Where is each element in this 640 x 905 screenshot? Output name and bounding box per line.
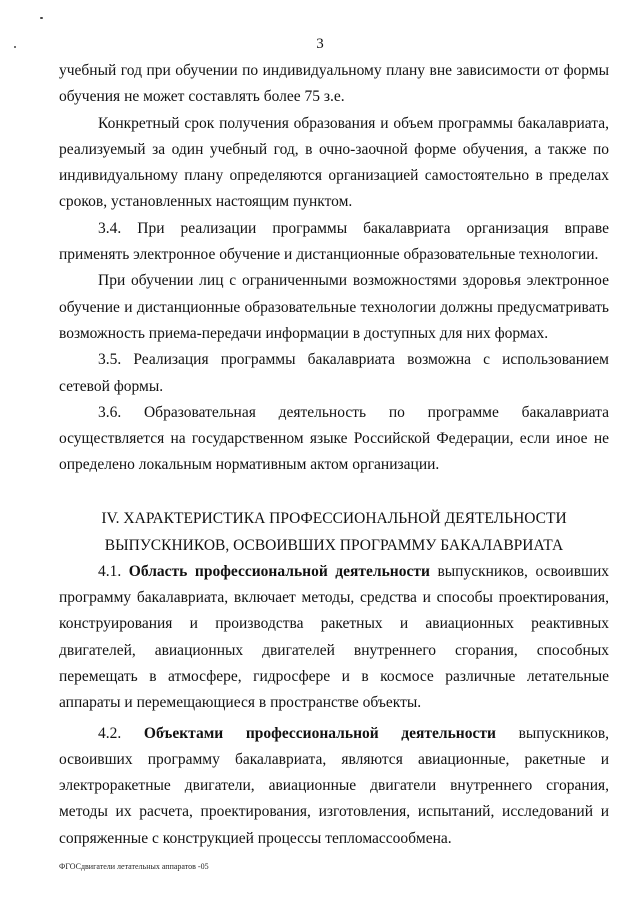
paragraph-4-2-text: выпускников, освоивших программу бакалавриата, являются авиационные, ракетные и электроракетные двигатели, авиационные двигатели внутреннего сгорания, методы их расчета, проектирования, изготовления, испытаний, исследований и сопряженные с конструкцией процессы тепломассообмена. [59,724,610,847]
paragraph-4-2-number: 4.2. [98,724,122,742]
paragraph-4-1-term: Область профессиональной деятельности [128,562,430,580]
section-heading-line-2: ВЫПУСКНИКОВ, ОСВОИВШИХ ПРОГРАММУ БАКАЛАВРИАТА [104,536,564,554]
document-body [59,58,609,852]
paragraph-4-1-number: 4.1. [98,562,122,580]
paragraph-4-1 [59,559,609,717]
paragraph-4-2-term: Объектами профессиональной деятельности [143,724,496,742]
paragraph-term-scope: Конкретный срок получения образования и объем программы бакалавриата, реализуемый за один учебный год, в очно-заочной форме обучения, а также по индивидуальному плану определяются организацией самостоятельно в пределах сроков, установленных настоящим пунктом. [59,114,609,211]
paragraph-continuation-line: учебный год при обучении по индивидуальному плану вне зависимости от формы [59,62,609,79]
scan-speck [40,17,43,19]
footer-document-code: ФГОСдвигатели летательных аппаратов -05 [59,862,209,871]
paragraph-3-6: 3.6. Образовательная деятельность по программе бакалавриата осуществляется на государственном языке Российской Федерации, если иное не определено локальным нормативным актом организации. [59,403,609,474]
page-number: 3 [316,36,324,52]
paragraph-3-5: 3.5. Реализация программы бакалавриата возможна с использованием сетевой формы. [59,351,609,395]
section-heading-line-1: IV. ХАРАКТЕРИСТИКА ПРОФЕССИОНАЛЬНОЙ ДЕЯТЕЛЬНОСТИ [101,509,567,527]
paragraph-4-1-text: выпускников, освоивших программу бакалавриата, включает методы, средства и способы проектирования, конструирования и производства ракетных и авиационных реактивных двигателей, авиационных двигателей внутреннего сгорания, способных перемещать в атмосфере, гидросфере и в космосе различные летательные аппараты и перемещающиеся в пространстве объекты. [59,562,610,712]
paragraph-3-4: 3.4. При реализации программы бакалавриата организация вправе применять электронное обучение и дистанционные образовательные технологии. [59,219,609,264]
paragraph-disabilities: При обучении лиц с ограниченными возможностями здоровья электронное обучение и дистанционные образовательные технологии должны предусматривать возможность приема-передачи информации в доступных для них формах. [59,272,609,342]
paragraph-continuation-end: обучения не может составлять более 75 з.е. [59,88,345,106]
paragraph-4-2 [59,721,609,852]
section-heading [59,505,609,559]
